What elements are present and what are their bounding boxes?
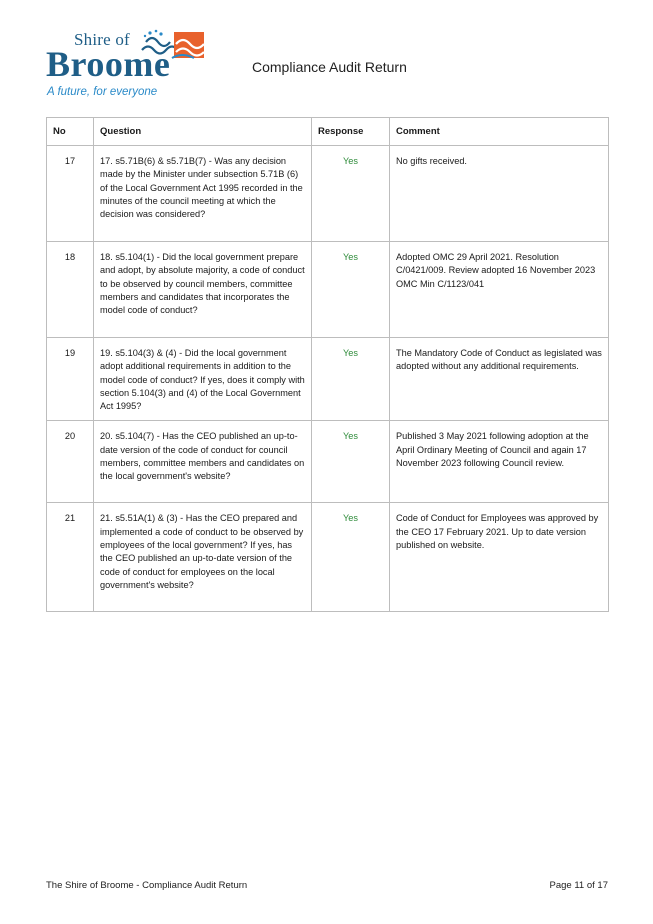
- cell-no: 21: [47, 503, 94, 612]
- table-row: [47, 338, 609, 421]
- column-header-comment: Comment: [390, 118, 609, 146]
- cell-response: Yes: [312, 338, 390, 421]
- cell-comment: Adopted OMC 29 April 2021. Resolution C/0421/009. Review adopted 16 November 2023 OMC Min C/1123/041: [390, 242, 609, 338]
- cell-question: 17. s5.71B(6) & s5.71B(7) - Was any decision made by the Minister under subsection 5.71B (6) of the Local Government Act 1995 recorded in the minutes of the council meeting at which the decision was considered?: [94, 146, 312, 242]
- table-header-row: [47, 118, 609, 146]
- cell-response: Yes: [312, 421, 390, 503]
- cell-no: 19: [47, 338, 94, 421]
- cell-comment: The Mandatory Code of Conduct as legislated was adopted without any additional requirements.: [390, 338, 609, 421]
- cell-no: 17: [47, 146, 94, 242]
- table-row: [47, 146, 609, 242]
- footer-page-number: Page 11 of 17: [549, 880, 608, 891]
- table-row: [47, 503, 609, 612]
- cell-no: 20: [47, 421, 94, 503]
- cell-question: 20. s5.104(7) - Has the CEO published an up-to-date version of the code of conduct for council members, committee members and candidates on the local government's website?: [94, 421, 312, 503]
- logo-shire-text: Shire of: [74, 30, 130, 49]
- cell-response: Yes: [312, 503, 390, 612]
- column-header-question: Question: [94, 118, 312, 146]
- column-header-no: No: [47, 118, 94, 146]
- cell-comment: Code of Conduct for Employees was approved by the CEO 17 February 2021. Up to date version published on website.: [390, 503, 609, 612]
- cell-question: 19. s5.104(3) & (4) - Did the local government adopt additional requirements in addition to the model code of conduct? If yes, does it comply with section 5.104(3) and (4) of the Local Government Act 1995?: [94, 338, 312, 421]
- compliance-table: [46, 117, 609, 612]
- logo-tagline: A future, for everyone: [47, 86, 158, 98]
- shire-of-broome-logo: [44, 28, 209, 103]
- column-header-response: Response: [312, 118, 390, 146]
- cell-response: Yes: [312, 146, 390, 242]
- cell-no: 18: [47, 242, 94, 338]
- cell-question: 21. s5.51A(1) & (3) - Has the CEO prepared and implemented a code of conduct to be observed by employees of the local government? If yes, has the CEO published an up-to-date version of the code of conduct for employees on the local government's website?: [94, 503, 312, 612]
- table-row: [47, 242, 609, 338]
- cell-comment: Published 3 May 2021 following adoption at the April Ordinary Meeting of Council and again 17 November 2023 following Council review.: [390, 421, 609, 503]
- footer-document-title: The Shire of Broome - Compliance Audit Return: [46, 880, 248, 891]
- logo-broome-text: Broome: [46, 44, 171, 84]
- cell-response: Yes: [312, 242, 390, 338]
- cell-comment: No gifts received.: [390, 146, 609, 242]
- table-row: [47, 421, 609, 503]
- cell-question: 18. s5.104(1) - Did the local government prepare and adopt, by absolute majority, a code of conduct to be observed by council members, committee members and candidates that incorporates the model code of conduct?: [94, 242, 312, 338]
- page-title: Compliance Audit Return: [252, 59, 407, 75]
